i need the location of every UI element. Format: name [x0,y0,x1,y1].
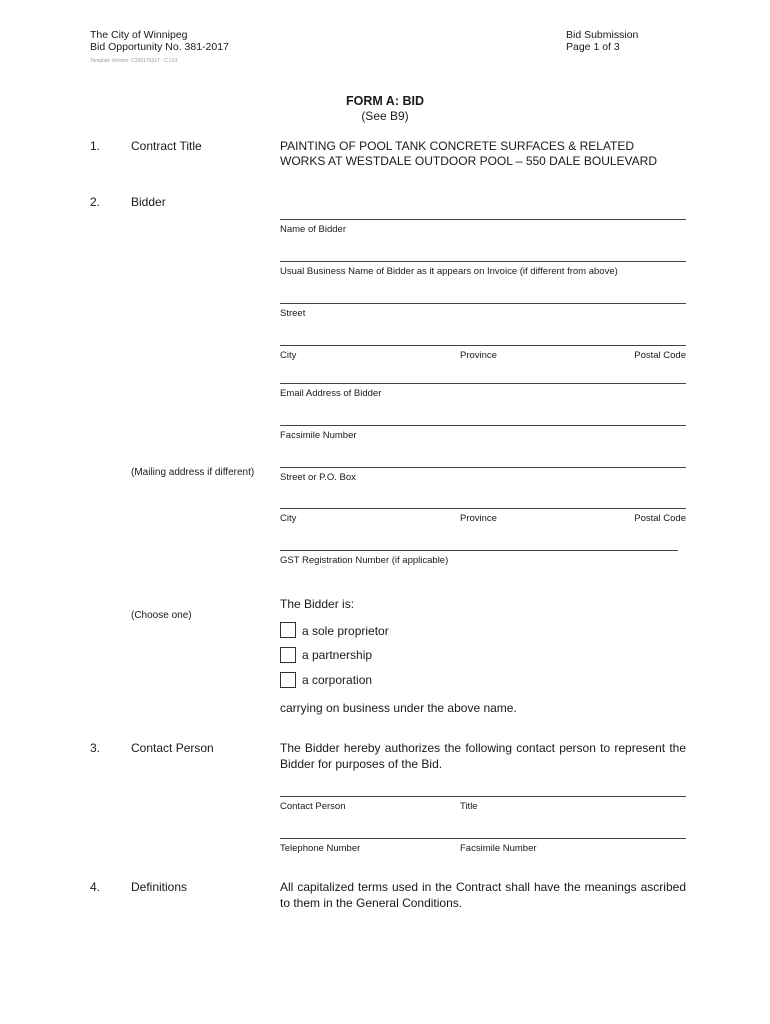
section-4-number: 4. [90,880,101,894]
email-caption: Email Address of Bidder [280,388,382,399]
partnership-checkbox[interactable] [280,647,296,663]
postal-code-caption: Postal Code [634,350,686,361]
mailing-city-caption: City [280,513,297,524]
section-1-number: 1. [90,139,101,153]
bidder-is-label: The Bidder is: [280,597,355,611]
name-of-bidder-caption: Name of Bidder [280,224,347,235]
usual-business-name-caption: Usual Business Name of Bidder as it appears on Invoice (if different from above) [280,266,618,277]
corporation-label: a corporation [302,673,373,687]
po-box-line[interactable] [280,467,686,468]
contract-title-line-2: WORKS AT WESTDALE OUTDOOR POOL – 550 DALE BOULEVARD [280,154,657,168]
choose-one-note: (Choose one) [131,610,192,621]
form-subtitle: (See B9) [361,109,409,123]
header-org: The City of Winnipeg [90,29,188,41]
section-1-label: Contract Title [131,139,202,153]
usual-business-name-line[interactable] [280,261,686,262]
telephone-caption: Telephone Number [280,843,361,854]
street-line[interactable] [280,303,686,304]
gst-caption: GST Registration Number (if applicable) [280,555,449,566]
section-2-number: 2. [90,195,101,209]
email-line[interactable] [280,383,686,384]
city-caption: City [280,350,297,361]
telephone-line[interactable] [280,838,686,839]
contact-person-text: The Bidder hereby authorizes the following contact person to represent the Bidder for purposes of the Bid. [280,741,686,771]
sole-proprietor-label: a sole proprietor [302,624,389,638]
facsimile-line[interactable] [280,425,686,426]
partnership-label: a partnership [302,648,373,662]
definitions-text: All capitalized terms used in the Contract shall have the meanings ascribed to them in the General Conditions. [280,880,686,910]
name-of-bidder-line[interactable] [280,219,686,220]
header-opportunity: Bid Opportunity No. 381-2017 [90,41,229,53]
street-caption: Street [280,308,306,319]
template-version: Template Version: C320170317 - C L01 [90,58,178,64]
province-caption: Province [460,350,497,361]
section-4-label: Definitions [131,880,188,894]
mailing-postal-code-caption: Postal Code [634,513,686,524]
contact-person-line[interactable] [280,796,686,797]
contact-person-caption: Contact Person [280,801,346,812]
city-province-postal-line[interactable] [280,345,686,346]
mailing-province-caption: Province [460,513,497,524]
gst-line[interactable] [280,550,678,551]
corporation-checkbox[interactable] [280,672,296,688]
form-title: FORM A: BID [346,94,424,108]
header-doc-type: Bid Submission [566,29,639,41]
section-2-label: Bidder [131,195,166,209]
contract-title-line-1: PAINTING OF POOL TANK CONCRETE SURFACES & RELATED [280,139,635,153]
contact-facsimile-caption: Facsimile Number [460,843,537,854]
section-3-label: Contact Person [131,741,214,755]
header-page: Page 1 of 3 [566,41,620,53]
title-caption: Title [460,801,478,812]
mailing-address-note: (Mailing address if different) [131,467,255,478]
facsimile-caption: Facsimile Number [280,430,357,441]
mailing-city-line[interactable] [280,508,686,509]
sole-proprietor-checkbox[interactable] [280,622,296,638]
section-3-number: 3. [90,741,101,755]
carrying-on-business-text: carrying on business under the above name. [280,701,517,715]
po-box-caption: Street or P.O. Box [280,472,356,483]
